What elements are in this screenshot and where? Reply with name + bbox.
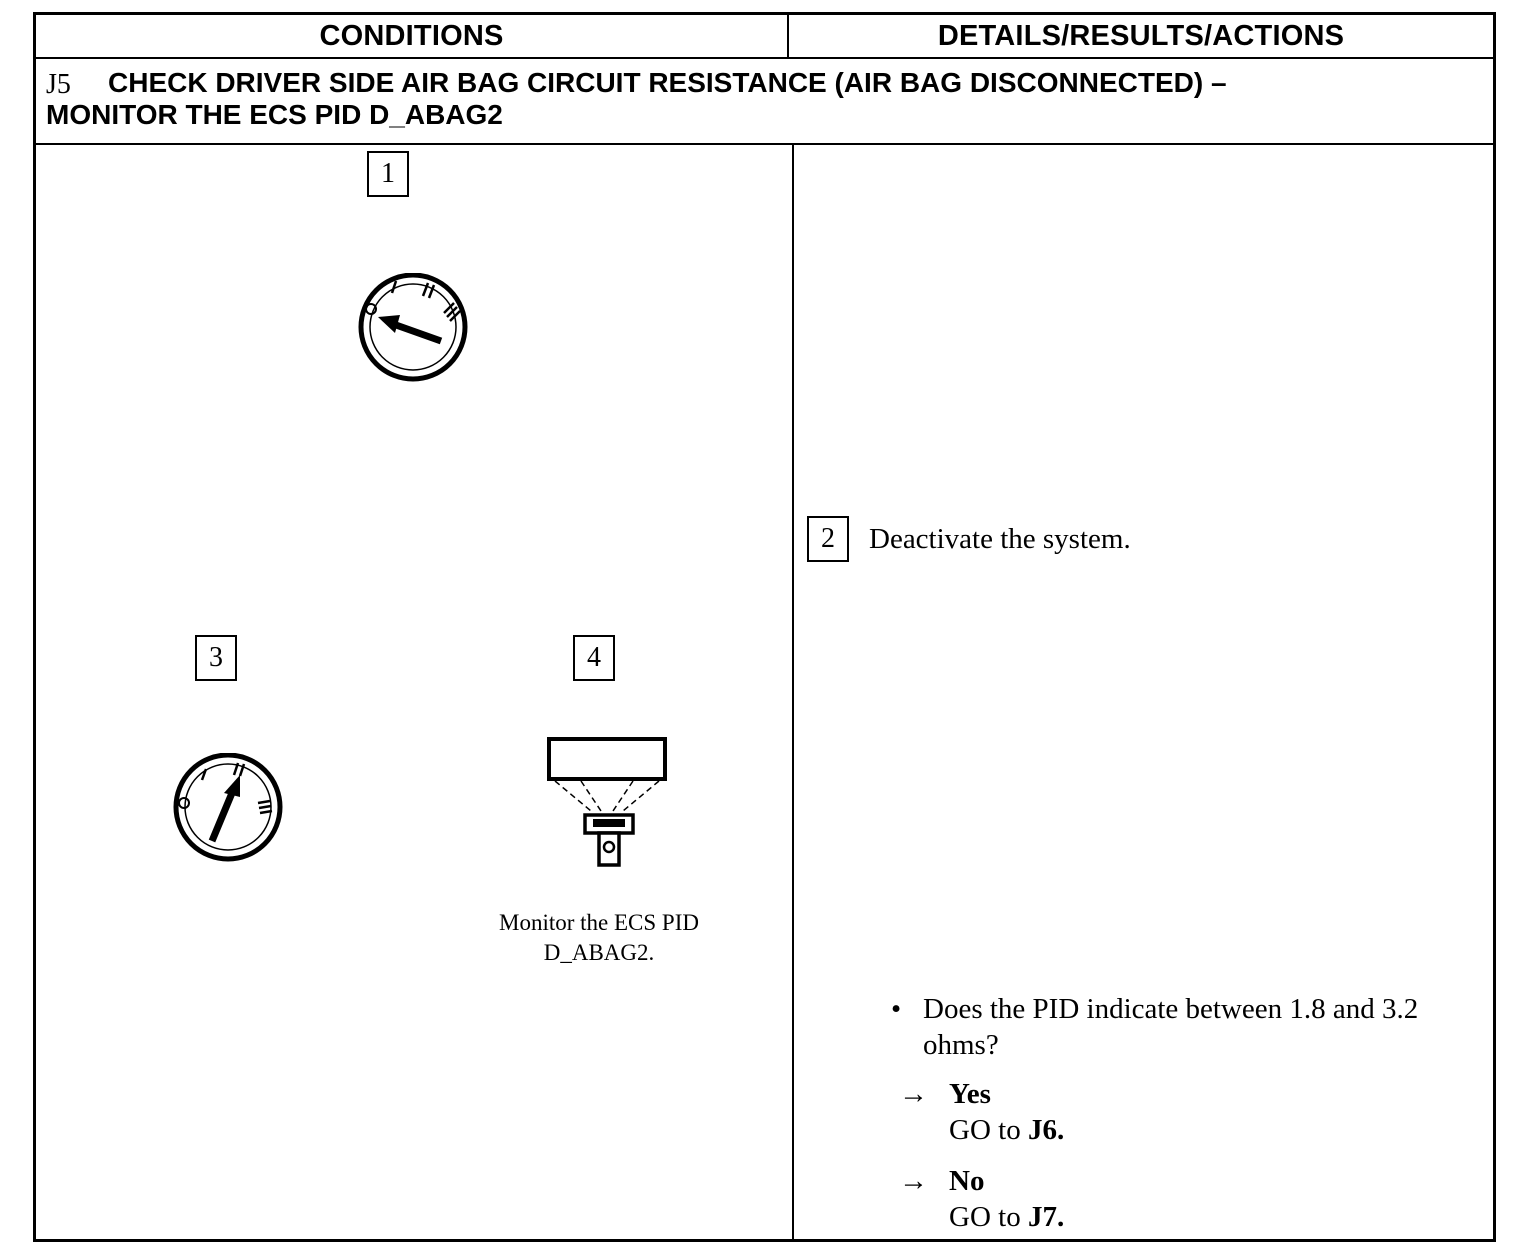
pid-question: [891, 991, 1471, 1063]
step-1-box: 1: [367, 151, 409, 197]
step-3-box: 3: [195, 635, 237, 681]
column-divider: [792, 145, 794, 1242]
question-bullet: •: [891, 993, 902, 1025]
ignition-switch-off-icon: [348, 273, 478, 383]
step-2-box: 2: [807, 516, 849, 562]
result-yes-go: GO to: [949, 1114, 1028, 1146]
result-no: [899, 1163, 1064, 1235]
result-no-go: GO to: [949, 1201, 1028, 1233]
scan-tool-icon: [541, 735, 671, 875]
arrow-icon: →: [899, 1165, 928, 1197]
details-header: DETAILS/RESULTS/ACTIONS: [937, 19, 1345, 52]
step-4-caption-line2: D_ABAG2.: [543, 940, 655, 965]
result-no-target[interactable]: J7.: [1027, 1201, 1065, 1233]
test-step-title-line2: MONITOR THE ECS PID D_ABAG2: [46, 99, 503, 130]
step-4-caption: [474, 908, 724, 968]
result-yes-label: Yes: [949, 1078, 991, 1110]
test-step-title: [46, 67, 1466, 131]
arrow-icon: →: [899, 1078, 928, 1110]
test-step-title-line1: CHECK DRIVER SIDE AIR BAG CIRCUIT RESISTANCE (AIR BAG DISCONNECTED) –: [108, 67, 1227, 98]
step-4-box: 4: [573, 635, 615, 681]
question-line2: ohms?: [923, 1029, 999, 1061]
question-line1: Does the PID indicate between 1.8 and 3.2: [923, 993, 1419, 1025]
result-no-label: No: [949, 1165, 985, 1197]
ignition-switch-run-icon: [166, 753, 296, 863]
step-4-caption-line1: Monitor the ECS PID: [499, 910, 699, 935]
result-yes-target[interactable]: J6.: [1027, 1114, 1065, 1146]
diagnostic-table: [33, 12, 1496, 1242]
test-step-code: J5: [46, 69, 71, 100]
step-2-action: Deactivate the system.: [869, 523, 1131, 555]
test-step-title-row: [36, 59, 1493, 145]
result-yes: [899, 1076, 1064, 1148]
conditions-header: CONDITIONS: [36, 15, 789, 57]
table-header-row: [36, 15, 1493, 59]
